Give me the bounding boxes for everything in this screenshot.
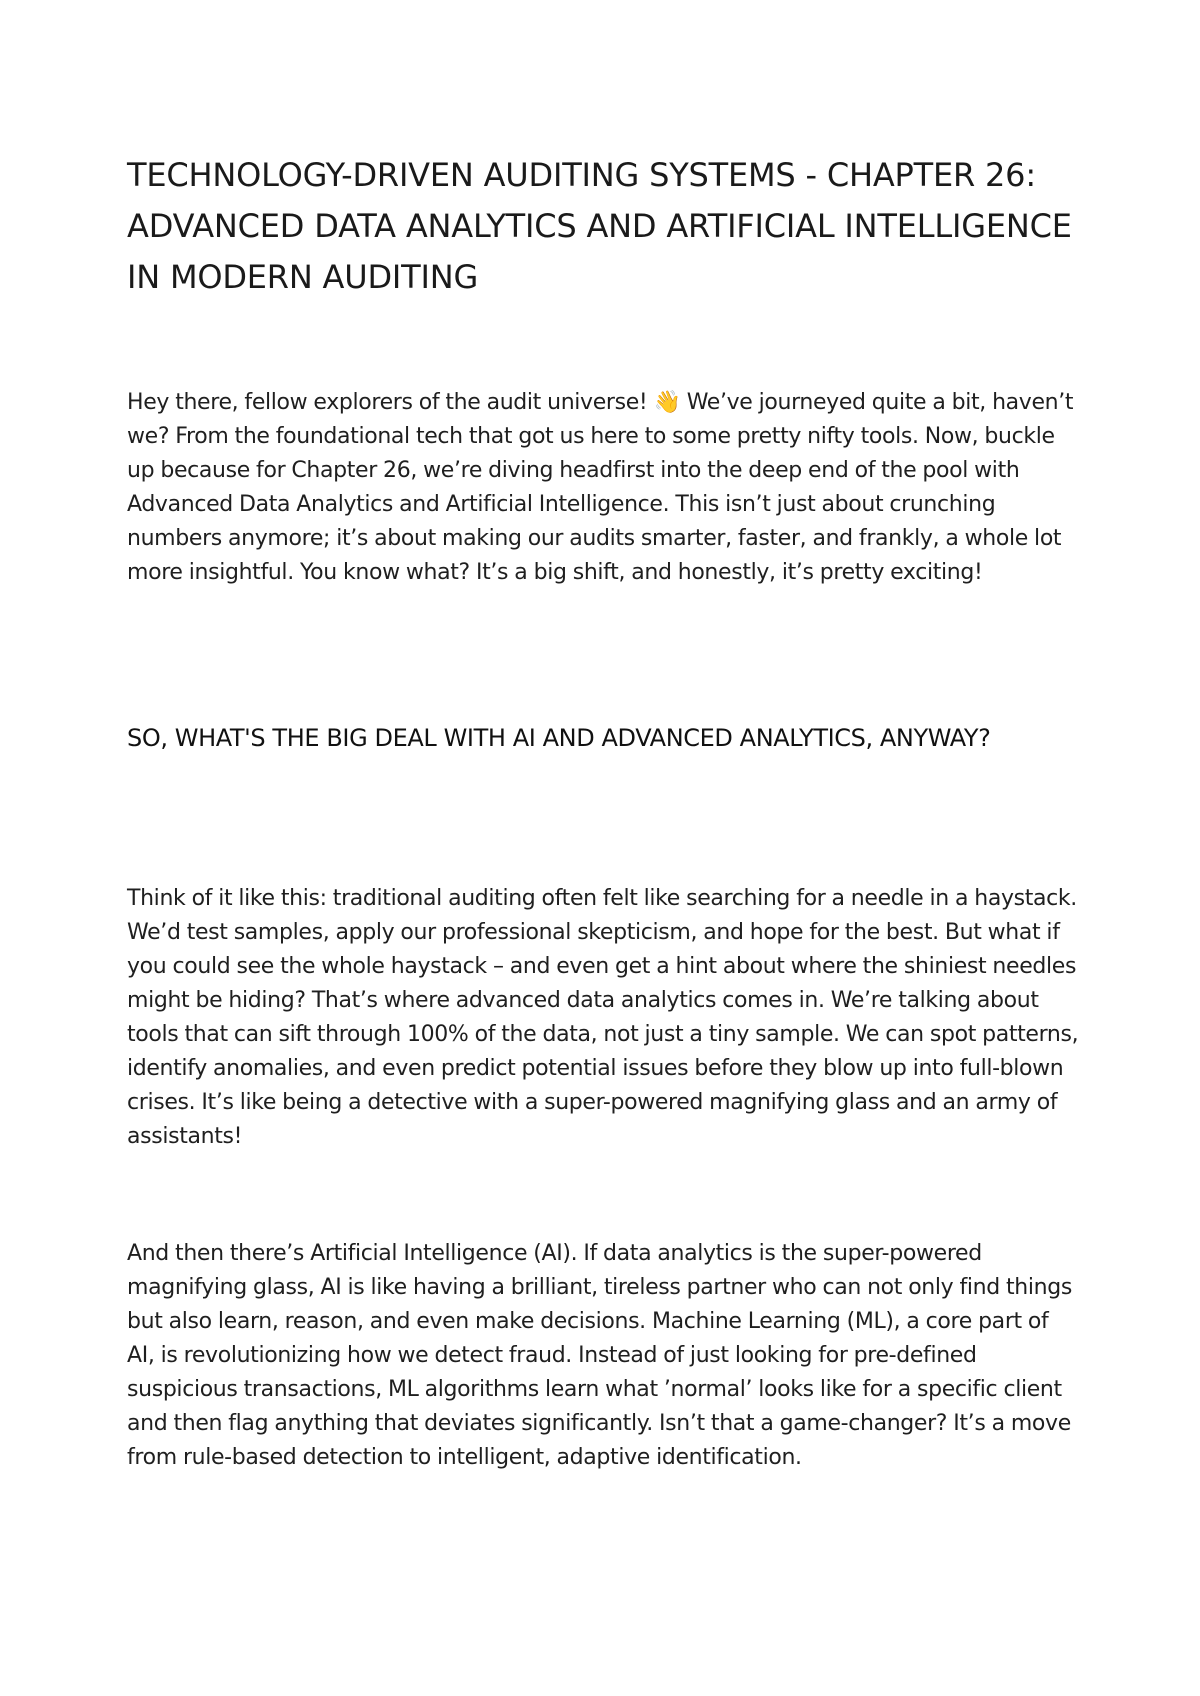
body-paragraph-ai: And then there’s Artificial Intelligence (AI). If data analytics is the super-powered magnifying glass, AI is like having a brilliant, tireless partner who can not only find things but also learn, reason, and even make decisions. Machine Learning (ML), a core part of AI, is revolutionizing how we detect fraud. Instead of just looking for pre-defined suspicious transactions, ML algorithms learn what ’normal’ looks like for a specific client and then flag anything that deviates significantly. Isn’t that a game-changer? It’s a move from rule-based detection to intelligent, adaptive identification.	[127, 1241, 1072, 1470]
intro-paragraph: Hey there, fellow explorers of the audit universe! 👋 We’ve journeyed quite a bit, haven’t we? From the foundational tech that got us here to some pretty nifty tools. Now, buckle up because for Chapter 26, we’re diving headfirst into the deep end of the pool with Advanced Data Analytics and Artificial Intelligence. This isn’t just about crunching numbers anymore; it’s about making our audits smarter, faster, and frankly, a whole lot more insightful. You know what? It’s a big shift, and honestly, it’s pretty exciting!	[127, 390, 1074, 585]
section-heading: SO, WHAT'S THE BIG DEAL WITH AI AND ADVANCED ANALYTICS, ANYWAY?	[127, 724, 991, 752]
document-title: TECHNOLOGY-DRIVEN AUDITING SYSTEMS - CHAPTER 26: ADVANCED DATA ANALYTICS AND ARTIFICIAL INTELLIGENCE IN MODERN AUDITING	[127, 156, 1072, 296]
body-paragraph-analytics: Think of it like this: traditional auditing often felt like searching for a needle in a haystack. We’d test samples, apply our professional skepticism, and hope for the best. But what if you could see the whole haystack – and even get a hint about where the shiniest needles might be hiding? That’s where advanced data analytics comes in. We’re talking about tools that can sift through 100% of the data, not just a tiny sample. We can spot patterns, identify anomalies, and even predict potential issues before they blow up into full-blown crises. It’s like being a detective with a super-powered magnifying glass and an army of assistants!	[127, 886, 1079, 1149]
